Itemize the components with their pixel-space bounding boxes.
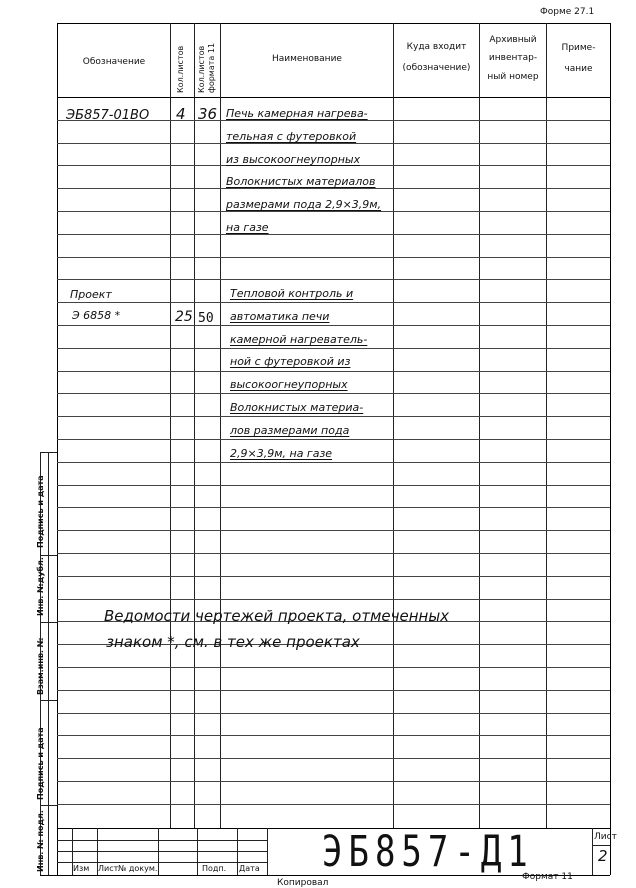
table-row-line <box>57 462 610 463</box>
entry1-name-line: Волокнистых материалов <box>226 175 376 188</box>
tb-row-3 <box>57 862 267 863</box>
footnote-line2: знаком *, см. в тех же проектах <box>106 633 360 651</box>
table-row-line <box>57 735 610 736</box>
header-sheet-count-f11-2: формата 11 <box>207 42 216 93</box>
header-divider <box>57 97 610 98</box>
entry2-name-line: 2,9×3,9м, на газе <box>230 447 333 460</box>
document-number: ЭБ857-Д1 <box>322 827 534 877</box>
entry2-name-line: Волокнистых материа- <box>230 401 364 414</box>
table-row-line <box>57 348 610 349</box>
tb-col-4 <box>197 828 198 875</box>
side-sign-date-bottom: Подпись и дата <box>36 727 45 800</box>
table-row-line <box>57 530 610 531</box>
footnote-line1: Ведомости чертежей проекта, отмеченных <box>104 607 450 625</box>
table-row-line <box>57 667 610 668</box>
header-archive-2: инвентар- <box>488 53 538 63</box>
sheet-number: 2 <box>598 847 608 865</box>
table-row-line <box>57 713 610 714</box>
side-sign-date-top: Подпись и дата <box>36 475 45 548</box>
table-row-line <box>57 758 610 759</box>
side-replaces-inv: Взам.инв. № <box>36 637 45 695</box>
header-note-2: чание <box>564 64 593 74</box>
header-sheet-count-f11-1: Кол.листов <box>197 45 206 93</box>
header-where-used-1: Куда входит <box>406 42 467 52</box>
entry2-sheets-f11: 50 <box>198 311 214 326</box>
frame-left <box>57 23 58 875</box>
table-row-line <box>57 257 610 258</box>
table-row-line <box>57 439 610 440</box>
entry2-sheets: 25 <box>175 309 193 325</box>
tb-col-7 <box>592 828 593 875</box>
entry1-sheets-f11: 36 <box>198 105 218 123</box>
entry2-name-line: камерной нагреватель- <box>230 333 368 346</box>
entry1-name-line: Печь камерная нагрева- <box>226 107 368 120</box>
table-row-line <box>57 211 610 212</box>
entry1-name-line: из высокоогнеупорных <box>226 153 361 166</box>
tb-row-1 <box>57 840 267 841</box>
tb-col-list: Лист <box>98 864 119 873</box>
header-designation: Обозначение <box>82 57 146 67</box>
table-row-line <box>57 279 610 280</box>
tb-col-6 <box>267 828 268 875</box>
entry1-name-line: размерами пода 2,9×3,9м, <box>226 198 382 211</box>
entry1-sheets: 4 <box>176 105 186 123</box>
entry2-name-line: высокоогнеупорных <box>230 378 348 391</box>
entry2-designation-1: Проект <box>70 288 112 301</box>
tb-col-sign: Подп. <box>202 864 227 873</box>
table-row-line <box>57 690 610 691</box>
table-row-line <box>57 188 610 189</box>
footer-format: Формат 11 <box>522 872 573 882</box>
side-div-1 <box>40 452 57 453</box>
entry2-designation-2: Э 6858 * <box>72 309 121 322</box>
table-row-line <box>57 393 610 394</box>
frame-top <box>57 23 610 24</box>
entry1-name-line: на газе <box>226 221 269 234</box>
table-row-line <box>57 804 610 805</box>
entry1-name-line: тельная с футеровкой <box>226 130 357 143</box>
side-div-5 <box>40 805 57 806</box>
side-div-3 <box>40 622 57 623</box>
frame-right <box>610 23 611 875</box>
table-row-line <box>57 416 610 417</box>
side-div-2 <box>40 555 57 556</box>
tb-col-5 <box>237 828 238 875</box>
header-where-used-2: (обозначение) <box>402 63 471 73</box>
table-row-line <box>57 234 610 235</box>
entry2-name-line: ной с футеровкой из <box>230 355 351 368</box>
table-row-line <box>57 371 610 372</box>
table-row-line <box>57 325 610 326</box>
form-label: Форме 27.1 <box>540 7 595 17</box>
table-row-line <box>57 507 610 508</box>
header-archive-1: Архивный <box>489 35 537 45</box>
tb-sheet-div <box>592 845 610 846</box>
sheet-label: Лист <box>594 832 617 842</box>
table-row-line <box>57 302 610 303</box>
footer-copied: Копировал <box>277 878 329 888</box>
tb-col-3 <box>158 828 159 875</box>
table-row-line <box>57 781 610 782</box>
table-row-line <box>57 553 610 554</box>
side-inv-orig: Инв. № подл. <box>36 810 45 872</box>
side-div-4 <box>40 700 57 701</box>
tb-col-date: Дата <box>239 864 260 873</box>
tb-col-docnum: № докум. <box>118 864 158 873</box>
header-note-1: Приме- <box>561 43 596 53</box>
entry2-name-line: Тепловой контроль и <box>230 287 354 300</box>
side-inv-dup: Инв. №дубл. <box>36 557 45 616</box>
header-name: Наименование <box>272 54 342 64</box>
entry2-name-line: автоматика печи <box>230 310 330 323</box>
entry1-designation: ЭБ857-01ВО <box>66 108 150 123</box>
table-row-line <box>57 143 610 144</box>
header-sheet-count: Кол.листов <box>176 45 185 93</box>
table-row-line <box>57 576 610 577</box>
table-row-line <box>57 599 610 600</box>
entry2-name-line: лов размерами пода <box>230 424 350 437</box>
header-archive-3: ный номер <box>487 72 539 82</box>
side-strip-mid <box>48 452 49 875</box>
tb-col-izm: Изм <box>73 864 90 873</box>
table-row-line <box>57 485 610 486</box>
tb-row-2 <box>57 851 267 852</box>
